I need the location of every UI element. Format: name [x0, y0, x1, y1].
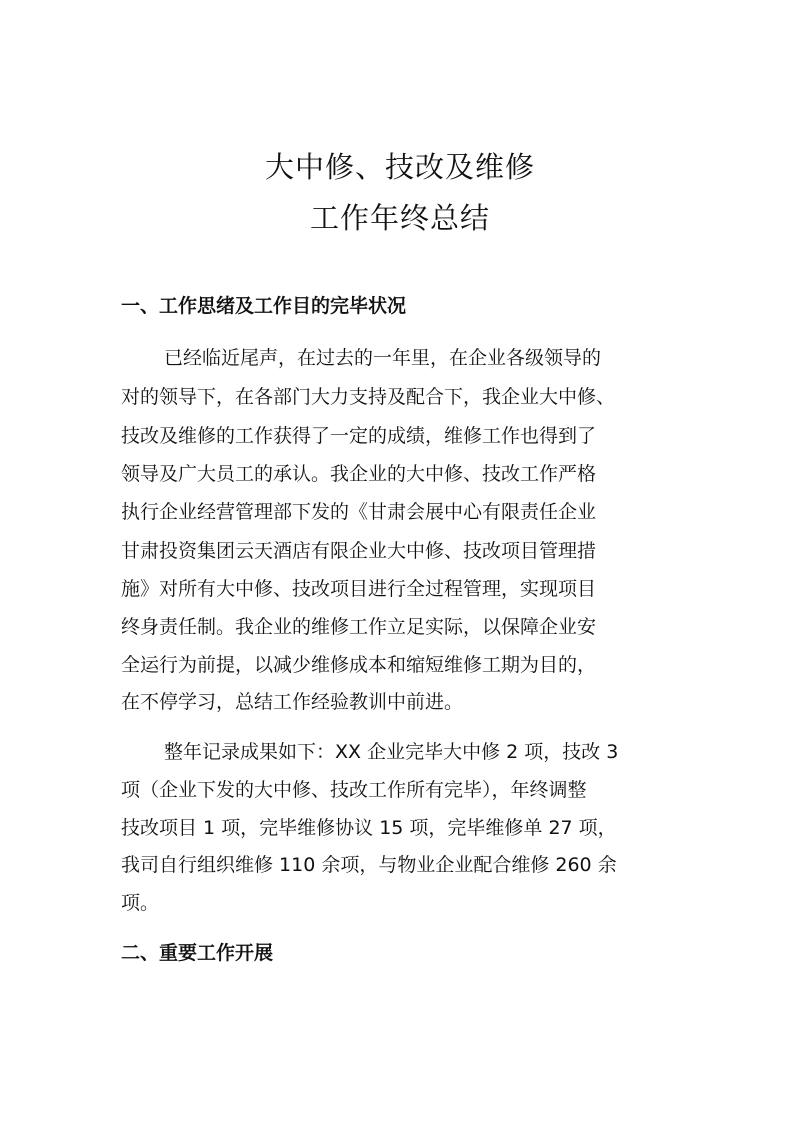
paragraph-line: 执行企业经营管理部下发的《甘肃会展中心有限责任企业 — [121, 501, 597, 523]
paragraph-line: 终身责任制。我企业的维修工作立足实际，以保障企业安 — [121, 616, 597, 638]
section-1-heading: 一、工作思绪及工作目的完毕状况 — [121, 295, 407, 317]
paragraph-line: 在不停学习，总结工作经验教训中前进。 — [121, 691, 464, 713]
paragraph-line: 对的领导下，在各部门大力支持及配合下，我企业大中修、 — [121, 386, 616, 408]
paragraph-line: 甘肃投资集团云天酒店有限企业大中修、技改项目管理措 — [121, 540, 597, 562]
paragraph-line: 技改项目 1 项，完毕维修协议 15 项，完毕维修单 27 项， — [121, 817, 617, 839]
paragraph-line: 项。 — [121, 892, 160, 914]
document-title-line-1: 大中修、技改及维修 — [264, 150, 535, 184]
paragraph-line: 整年记录成果如下：XX 企业完毕大中修 2 项，技改 3 — [164, 741, 619, 763]
document-title-line-2: 工作年终总结 — [309, 201, 490, 235]
paragraph-line: 施》对所有大中修、技改项目进行全过程管理，实现项目 — [121, 578, 597, 600]
section-2-heading: 二、重要工作开展 — [121, 942, 274, 964]
paragraph-line: 全运行为前提，以减少维修成本和缩短维修工期为目的， — [121, 654, 597, 676]
paragraph-line: 技改及维修的工作获得了一定的成绩，维修工作也得到了 — [121, 425, 597, 447]
paragraph-line: 我司自行组织维修 110 余项，与物业企业配合维修 260 余 — [121, 854, 617, 876]
paragraph-line: 领导及广大员工的承认。我企业的大中修、技改工作严格 — [121, 463, 597, 485]
paragraph-line: 项（企业下发的大中修、技改工作所有完毕），年终调整 — [121, 779, 587, 801]
paragraph-line: 已经临近尾声，在过去的一年里，在企业各级领导的 — [164, 347, 602, 369]
